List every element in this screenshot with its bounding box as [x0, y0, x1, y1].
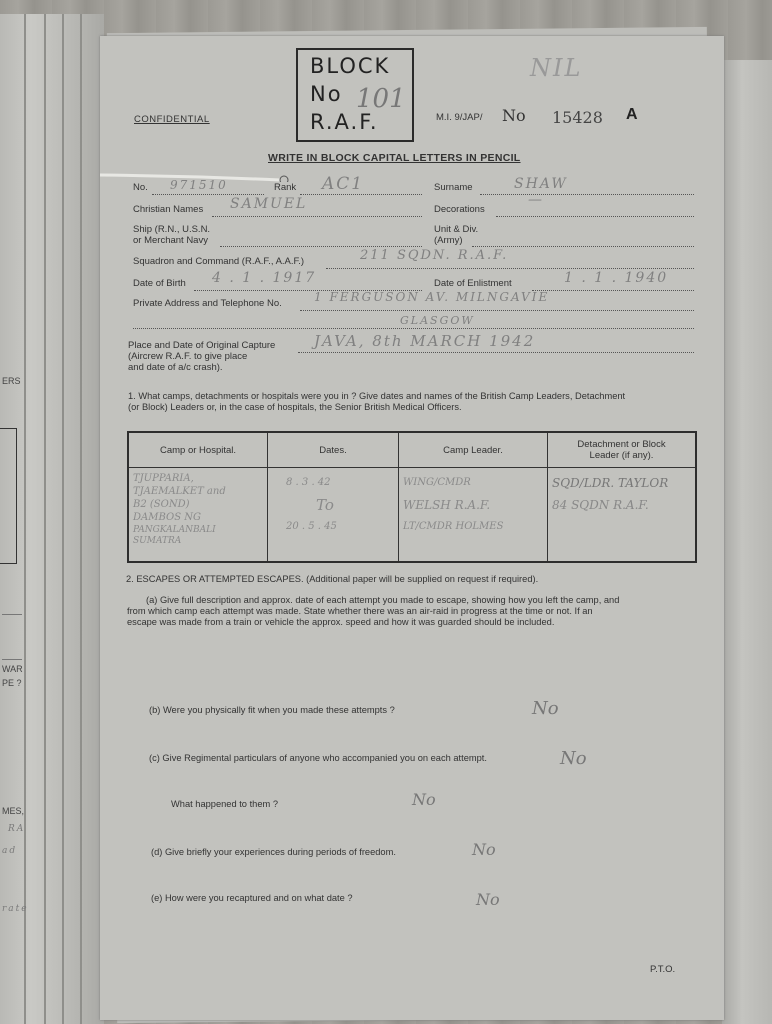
address-value-line2: GLASGOW: [400, 314, 475, 327]
camp-column-header: Camp or Hospital.: [128, 432, 268, 468]
right-file-stack: [722, 60, 772, 1024]
squadron-label: Squadron and Command (R.A.F., A.A.F.): [133, 256, 305, 267]
serial-prefix: No: [502, 106, 526, 125]
date-of-birth-label: Date of Birth: [133, 278, 186, 289]
question-1-text-line2: (or Block) Leaders or, in the case of hospitals, the Senior British Medical Officers.: [128, 402, 462, 412]
enlistment-label: Date of Enlistment: [434, 278, 512, 289]
question-2b-answer: No: [532, 698, 559, 719]
left-stack-rule: [2, 659, 22, 660]
question-2c-text: (c) Give Regimental particulars of anyone who accompanied you on each attempt.: [149, 753, 487, 763]
left-fragment-handwriting: rate: [2, 904, 29, 914]
address-line-1: [300, 310, 694, 311]
camps-table-header-row: [128, 432, 696, 468]
camp-entry: PANGKALANBALI: [133, 525, 216, 535]
camp-entry: DAMBOS NG: [133, 512, 201, 523]
left-fragment-handwriting: ad: [2, 846, 18, 856]
unit-line: [472, 246, 694, 247]
surname-line: [480, 194, 694, 195]
question-2b-text: (b) Were you physically fit when you made these attempts ?: [149, 705, 395, 715]
christian-names-label: Christian Names: [133, 204, 204, 215]
question-2d-text: (d) Give briefly your experiences during periods of freedom.: [151, 847, 396, 857]
ship-line: [220, 246, 422, 247]
form-code: M.I. 9/JAP/: [436, 112, 483, 123]
squadron-line: [326, 268, 694, 269]
confidential-marking: CONFIDENTIAL: [134, 114, 210, 125]
surname-label: Surname: [434, 182, 473, 193]
camp-entry: TJAEMALKET and: [133, 486, 226, 497]
unit-label-line1: Unit & Div.: [434, 224, 479, 235]
left-stack-box: [0, 428, 17, 564]
block-stamp: [296, 48, 414, 142]
enlistment-value: 1 . 1 . 1940: [564, 270, 669, 286]
decorations-value: —: [528, 192, 544, 208]
leader-cell: [399, 468, 548, 563]
no-label: No.: [133, 182, 148, 193]
leader-entry: WELSH R.A.F.: [403, 498, 491, 512]
ship-label-line1: Ship (R.N., U.S.N.: [133, 224, 211, 235]
camp-entry: SUMATRA: [133, 536, 182, 546]
rank-value: AC1: [322, 174, 365, 194]
liberation-questionnaire-page: [100, 36, 724, 1020]
left-file-stack: [0, 14, 104, 1024]
question-2c-followup-answer: No: [412, 790, 436, 809]
ship-label-line2: or Merchant Navy: [133, 235, 208, 246]
question-2e-text: (e) How were you recaptured and on what date ?: [151, 893, 353, 903]
detachment-entry: 84 SQDN R.A.F.: [552, 498, 649, 512]
question-2c-followup-text: What happened to them ?: [171, 799, 278, 809]
address-label: Private Address and Telephone No.: [133, 298, 282, 309]
christian-line: [212, 216, 422, 217]
question-2e-answer: No: [476, 890, 500, 909]
camps-table: [127, 431, 697, 563]
leader-entry: LT/CMDR HOLMES: [403, 521, 504, 532]
date-of-birth-value: 4 . 1 . 1917: [212, 270, 317, 286]
enlistment-line: [532, 290, 694, 291]
dates-cell: [268, 468, 399, 563]
squadron-value: 211 SQDN. R.A.F.: [360, 248, 509, 263]
instruction-heading: WRITE IN BLOCK CAPITAL LETTERS IN PENCIL: [268, 152, 521, 164]
unit-label-line2: (Army): [434, 235, 463, 246]
address-line-2: [133, 328, 694, 329]
camp-cell: [128, 468, 268, 563]
decorations-line: [496, 216, 694, 217]
christian-names-value: SAMUEL: [230, 196, 308, 212]
no-line: [152, 194, 264, 195]
detachment-header-line2: Leader (if any).: [589, 450, 654, 461]
camps-table-row: [128, 468, 696, 563]
leader-entry: WING/CMDR: [403, 477, 471, 488]
leader-column-header: Camp Leader.: [399, 432, 548, 468]
capture-line: [298, 352, 694, 353]
date-entry: To: [316, 496, 334, 514]
left-fragment-text: MES,: [2, 806, 25, 816]
capture-label-line3: and date of a/c crash).: [128, 362, 223, 373]
question-2a-line1: (a) Give full description and approx. date of each attempt you made to escape, showing how you left the camp, and: [146, 595, 620, 605]
left-fragment-text: PE ?: [2, 678, 22, 688]
camp-entry: B2 (SOND): [133, 499, 190, 510]
please-turn-over: P.T.O.: [650, 964, 676, 975]
question-2-title: 2. ESCAPES OR ATTEMPTED ESCAPES. (Additional paper will be supplied on request if required).: [126, 574, 539, 584]
address-value-line1: 1 FERGUSON AV. MILNGAVIE: [314, 290, 550, 304]
dates-column-header: Dates.: [268, 432, 399, 468]
left-fragment-text: ERS: [2, 376, 21, 386]
date-entry: 20 . 5 . 45: [286, 521, 337, 532]
detachment-entry: SQD/LDR. TAYLOR: [552, 476, 669, 490]
no-value: 971510: [170, 178, 228, 192]
question-2a-line3: escape was made from a train or vehicle the approx. speed and how it was guarded should be included.: [127, 617, 555, 627]
capture-label-line1: Place and Date of Original Capture: [128, 340, 276, 351]
capture-label-line2: (Aircrew R.A.F. to give place: [128, 351, 248, 362]
date-entry: 8 . 3 . 42: [286, 477, 331, 488]
serial-number: 15428: [552, 108, 603, 127]
left-fragment-text: WAR: [2, 664, 23, 674]
camp-entry: TJUPPARIA,: [133, 473, 194, 484]
stamp-block-text: BLOCK: [310, 54, 391, 78]
stamp-number-text: No: [310, 82, 343, 106]
detachment-column-header: [548, 432, 697, 468]
surname-value: SHAW: [514, 176, 568, 192]
question-1-text-line1: 1. What camps, detachments or hospitals were you in ? Give dates and names of the British Camp Leaders, Detachment: [128, 391, 626, 401]
detachment-cell: [548, 468, 697, 563]
rank-label: Rank: [274, 182, 297, 193]
question-2d-answer: No: [472, 840, 496, 859]
rank-line: [300, 194, 422, 195]
left-fragment-handwriting: RA: [8, 824, 26, 834]
question-2c-answer: No: [560, 748, 587, 769]
left-stack-rule: [2, 614, 22, 615]
stamp-handwritten-number: 101: [356, 84, 406, 114]
decorations-label: Decorations: [434, 204, 485, 215]
question-2a-line2: from which camp each attempt was made. State whether there was an air-raid in progress at the time or not. If an: [127, 606, 593, 616]
corner-handwriting: NIL: [530, 54, 583, 82]
serial-suffix: A: [626, 106, 638, 123]
detachment-header-line1: Detachment or Block: [577, 439, 666, 450]
capture-value: JAVA, 8th MARCH 1942: [314, 332, 536, 350]
stamp-raf-text: R.A.F.: [310, 110, 379, 134]
